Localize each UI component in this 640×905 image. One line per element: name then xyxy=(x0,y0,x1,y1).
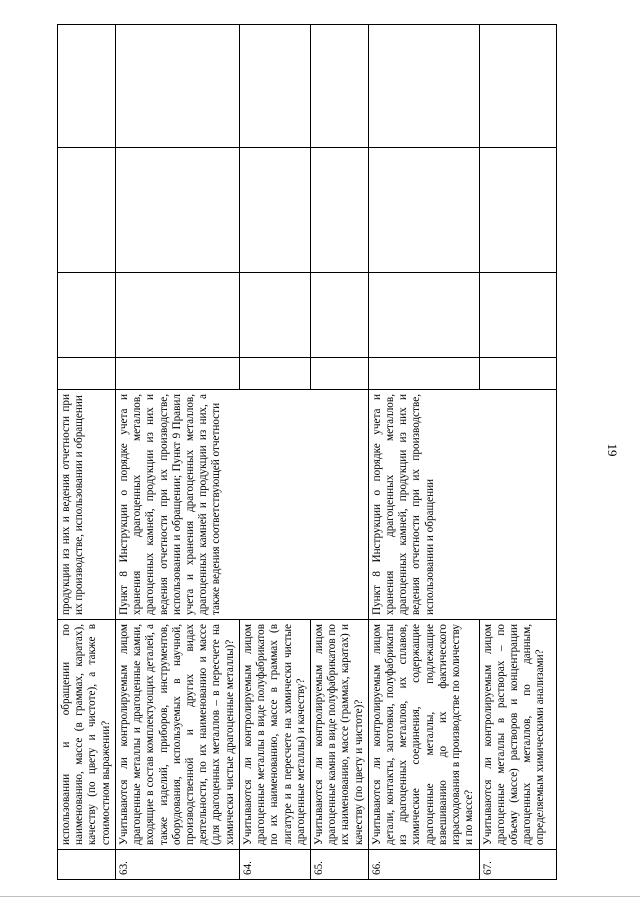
answer-cell xyxy=(479,358,556,390)
row-number xyxy=(58,850,116,880)
question-cell: Учитываются ли контролируемым лицом драгоценные камни в виде полуфабрикатов по их наименованию, массе (граммах, каратах) и качеству (по цвету и чистоте)? xyxy=(310,620,368,850)
answer-cell xyxy=(479,25,556,148)
row-number: 63. xyxy=(115,850,239,880)
answer-cell xyxy=(239,273,310,358)
reference-cell: Пункт 8 Инструкции о порядке учета и хранения драгоценных металлов, драгоценных камней, продукции из них и ведения отчетности при их производстве, использовании и обращении xyxy=(368,390,556,620)
answer-cell xyxy=(115,273,239,358)
answer-cell xyxy=(310,25,368,148)
answer-cell xyxy=(58,273,116,358)
answer-cell xyxy=(310,273,368,358)
reference-cell: Пункт 8 Инструкции о порядке учета и хранения драгоценных металлов, драгоценных камней, продукции из них и ведения отчетности при их производстве, использовании и обращении; Пункт 9 Правил учета и хранения драгоценных металлов, драгоценных камней и продукции из них, а также ведения соответствующей отчетности xyxy=(115,390,368,620)
answer-cell xyxy=(58,148,116,273)
page-number: 19 xyxy=(605,443,620,457)
row-number: 67. xyxy=(479,850,556,880)
answer-cell xyxy=(310,148,368,273)
answer-cell xyxy=(115,358,239,390)
question-cell: Учитываются ли контролируемым лицом драгоценные металлы в виде полуфабрикатов по их наименованию, массе в граммах (в лигатуре и в пересчете на химически чистые драгоценные металлы) и качеству? xyxy=(239,620,310,850)
question-cell: Учитываются ли контролируемым лицом драгоценные металлы и драгоценные камни, входящие в состав комплектующих деталей, а также изделий, приборов, инструментов, оборудования, используемых в научной, производственной и других видах деятельности, по их наименованию и массе (для драгоценных металлов – в пересчете на химически чистые драгоценные металлы)? xyxy=(115,620,239,850)
checklist-table xyxy=(57,24,557,880)
scan-edge-line xyxy=(0,896,640,897)
answer-cell xyxy=(239,148,310,273)
row-number: 66. xyxy=(368,850,479,880)
table-row xyxy=(58,25,116,880)
answer-cell xyxy=(115,25,239,148)
question-cell: Учитываются ли контролируемым лицом драгоценные металлы в растворах – по объему (массе) растворов и концентрации драгоценных металлов, по данным, определяемым химическими анализами? xyxy=(479,620,556,850)
answer-cell xyxy=(58,25,116,148)
table-row xyxy=(115,25,239,880)
reference-cell: продукции из них и ведения отчетности при их производстве, использовании и обращении xyxy=(58,390,116,620)
answer-cell xyxy=(115,148,239,273)
rotated-checklist-table xyxy=(57,25,547,880)
answer-cell xyxy=(479,148,556,273)
answer-cell xyxy=(58,358,116,390)
answer-cell xyxy=(310,358,368,390)
question-cell: Учитываются ли контролируемым лицом детали, контакты, заготовки, полуфабрикаты из драгоценных металлов, их сплавов, химические соединения, содержащие драгоценные металлы, подлежащие взвешиванию до их фактического израсходования в производстве по количеству и по массе? xyxy=(368,620,479,850)
row-number: 65. xyxy=(310,850,368,880)
table-row xyxy=(368,25,479,880)
answer-cell xyxy=(368,358,479,390)
row-number: 64. xyxy=(239,850,310,880)
answer-cell xyxy=(239,25,310,148)
answer-cell xyxy=(479,273,556,358)
question-cell: использовании и обращении по наименованию, массе (в граммах, каратах), качеству (по цвету и чистоте), а также в стоимостном выражении? xyxy=(58,620,116,850)
answer-cell xyxy=(239,358,310,390)
answer-cell xyxy=(368,273,479,358)
answer-cell xyxy=(368,25,479,148)
answer-cell xyxy=(368,148,479,273)
